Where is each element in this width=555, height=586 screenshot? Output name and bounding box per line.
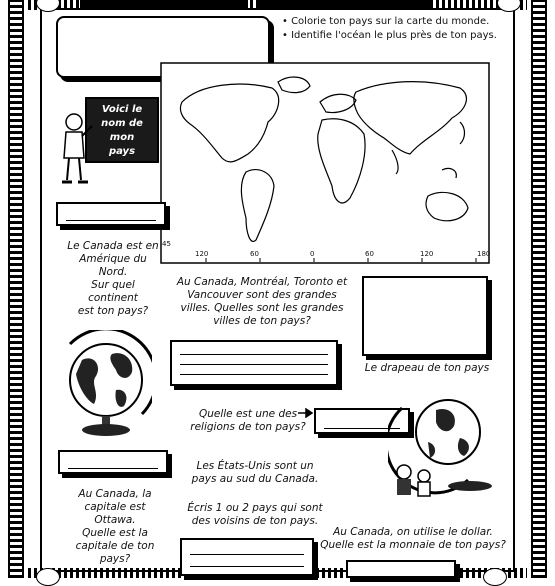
- prompt-line: Écris 1 ou 2 pays qui sont: [187, 502, 323, 514]
- title-bar-left: [80, 0, 248, 8]
- chalkboard-text: [90, 103, 154, 159]
- world-map[interactable]: [160, 62, 490, 264]
- left-stripe-border: [8, 0, 24, 578]
- neighbors-prompt: [170, 502, 340, 528]
- prompt-line: pays au sud du Canada.: [191, 473, 319, 485]
- instructions: [282, 15, 502, 43]
- prompt-line: Quelle est la: [82, 527, 148, 539]
- prompt-line: Quelle est la monnaie de ton pays?: [320, 539, 506, 551]
- prompt-line: Sur quel: [91, 279, 135, 291]
- chalkboard-line: pays: [108, 146, 136, 157]
- chalkboard-line: mon: [109, 132, 135, 143]
- map-tick-label: 120: [195, 250, 209, 258]
- prompt-line: Au Canada, on utilise le dollar.: [333, 526, 493, 538]
- prompt-line: des voisins de ton pays.: [191, 515, 319, 527]
- prompt-line: villes de ton pays?: [213, 315, 311, 327]
- globe-with-children-icon: [388, 388, 498, 506]
- religion-prompt: [178, 408, 318, 434]
- prompt-line: continent: [88, 292, 138, 304]
- prompt-line: Quelle est une des: [198, 408, 298, 420]
- prompt-line: Les États-Unis sont un: [196, 460, 314, 472]
- map-tick-label: 120: [420, 250, 434, 258]
- instruction-item: • Identifie l'océan le plus près de ton pays.: [282, 30, 497, 41]
- answer-line: [190, 554, 304, 555]
- prompt-line: est ton pays?: [77, 305, 149, 317]
- map-longitude-labels: [195, 250, 495, 262]
- prompt-line: Vancouver sont des grandes: [187, 289, 337, 301]
- prompt-line: religions de ton pays?: [190, 421, 306, 433]
- capital-answer-box[interactable]: [58, 450, 168, 474]
- globe-small-icon: [36, 568, 60, 586]
- map-tick-label: 0: [310, 250, 315, 258]
- right-stripe-border: [531, 0, 547, 578]
- arrow-right-icon: [298, 408, 314, 418]
- prompt-line: Le Canada est en: [67, 240, 159, 252]
- currency-prompt: [318, 526, 508, 552]
- answer-line: [66, 220, 156, 221]
- title-bar-right: [256, 0, 432, 10]
- answer-line: [190, 566, 304, 567]
- prompt-line: capitale est: [84, 501, 146, 513]
- capital-prompt: [52, 488, 178, 566]
- cities-answer-box[interactable]: [170, 340, 338, 386]
- flag-caption: Le drapeau de ton pays: [364, 362, 490, 374]
- chalkboard-line: Voici le: [101, 104, 143, 115]
- answer-line: [180, 364, 328, 365]
- map-tick-label: 180: [477, 250, 491, 258]
- south-prompt: [180, 460, 330, 486]
- prompt-line: Amérique du: [79, 253, 147, 265]
- neighbors-answer-box[interactable]: [180, 538, 314, 576]
- map-tick-label: 60: [250, 250, 259, 258]
- prompt-line: Nord.: [98, 266, 128, 278]
- answer-line: [180, 374, 328, 375]
- instruction-item: • Colorie ton pays sur la carte du monde.: [282, 16, 490, 27]
- map-lat-label: 45: [162, 240, 171, 248]
- prompt-line: villes. Quelles sont les grandes: [180, 302, 344, 314]
- map-tick-label: 60: [365, 250, 374, 258]
- answer-line: [68, 468, 158, 469]
- cities-prompt: [168, 276, 356, 328]
- prompt-line: Au Canada, Montréal, Toronto et: [176, 276, 348, 288]
- prompt-line: Au Canada, la: [78, 488, 152, 500]
- answer-line: [180, 354, 328, 355]
- globe-icon: [60, 330, 152, 438]
- currency-answer-box[interactable]: [346, 560, 456, 578]
- prompt-line: pays?: [99, 553, 131, 565]
- prompt-line: capitale de ton: [75, 540, 155, 552]
- continent-answer-box[interactable]: [56, 202, 166, 226]
- prompt-line: Ottawa.: [94, 514, 136, 526]
- globe-small-icon: [483, 568, 507, 586]
- continent-prompt: [54, 240, 172, 318]
- flag-box[interactable]: [362, 276, 488, 356]
- chalkboard-line: nom de: [101, 118, 143, 129]
